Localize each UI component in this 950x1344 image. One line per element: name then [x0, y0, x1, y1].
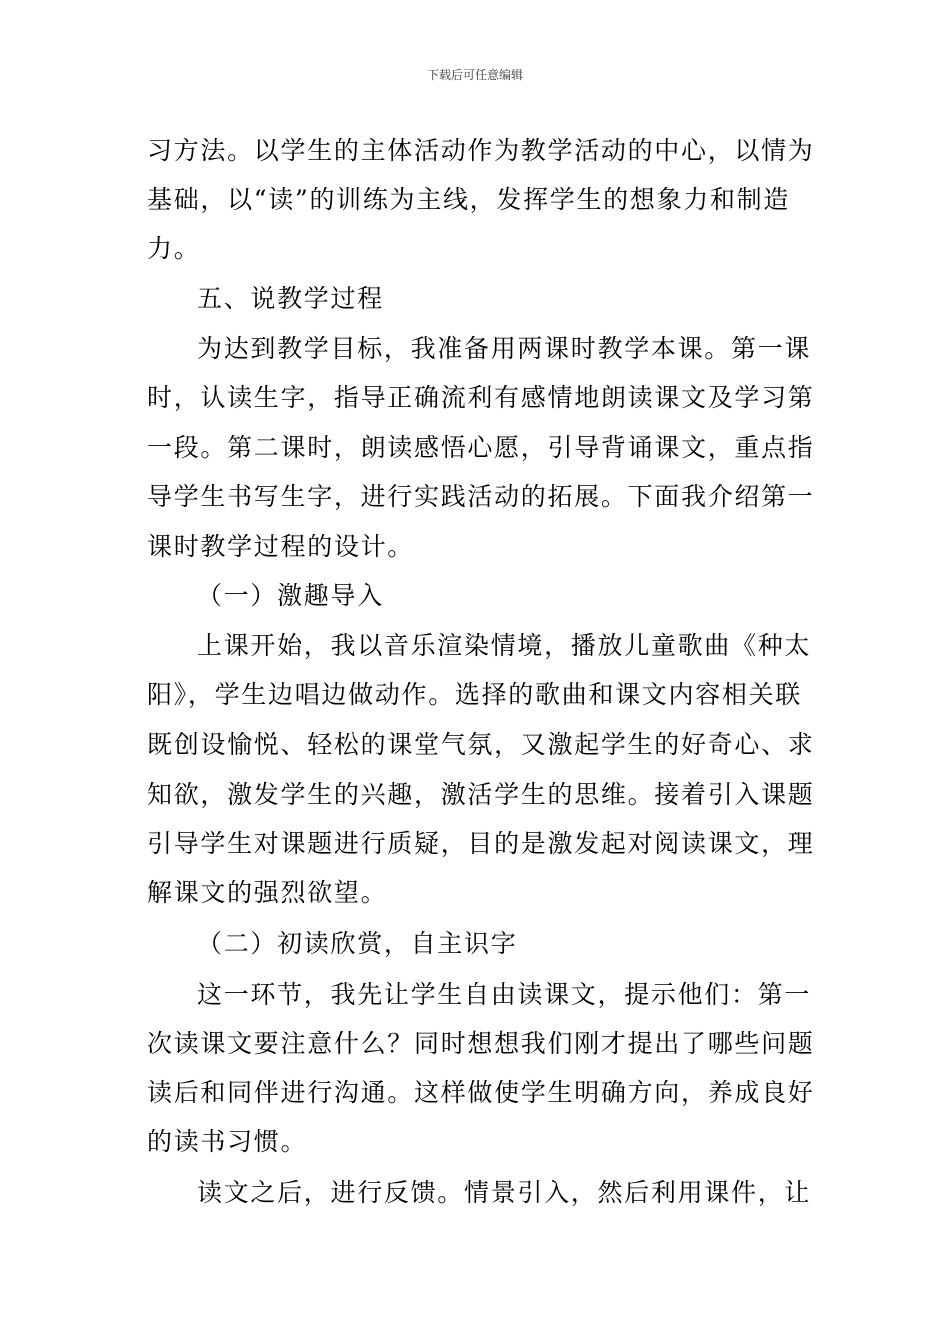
- paragraph-line: 一段。第二课时，朗读感悟心愿，引导背诵课文，重点指: [147, 433, 815, 462]
- section-heading: 五、说教学过程: [197, 284, 384, 313]
- paragraph-line: 力。: [147, 234, 201, 263]
- paragraph-line: 知欲，激发学生的兴趣，激活学生的思维。接着引入课题: [147, 780, 815, 809]
- paragraph-line: 课时教学过程的设计。: [147, 532, 415, 561]
- paragraph-line: 引导学生对课题进行质疑，目的是激发起对阅读课文，理: [147, 829, 815, 858]
- paragraph-line: 这一环节，我先让学生自由读课文，提示他们：第一: [197, 980, 812, 1009]
- paragraph-line: 的读书习惯。: [147, 1127, 308, 1156]
- paragraph-line: 读文之后，进行反馈。情景引入，然后利用课件，让: [197, 1178, 812, 1207]
- paragraph-line: 基础，以“读”的训练为主线，发挥学生的想象力和制造: [147, 185, 791, 214]
- paragraph-line: 既创设愉悦、轻松的课堂气氛，又激起学生的好奇心、求: [147, 730, 815, 759]
- paragraph-line: 阳》，学生边唱边做动作。选择的歌曲和课文内容相关联: [147, 680, 803, 709]
- paragraph-line: 读后和同伴进行沟通。这样做使学生明确方向，养成良好: [147, 1078, 815, 1107]
- paragraph-line: 为达到教学目标，我准备用两课时教学本课。第一课: [197, 334, 812, 363]
- paragraph-line: 时，认读生字，指导正确流利有感情地朗读课文及学习第: [147, 383, 815, 412]
- page-header: 下载后可任意编辑: [426, 68, 523, 82]
- subsection-heading: （二）初读欣赏，自主识字: [197, 929, 518, 958]
- paragraph-line: 次读课文要注意什么？同时想想我们刚才提出了哪些问题: [147, 1029, 815, 1058]
- paragraph-line: 上课开始，我以音乐渲染情境，播放儿童歌曲《种太: [197, 631, 812, 660]
- paragraph-line: 习方法。以学生的主体活动作为教学活动的中心，以情为: [147, 136, 815, 165]
- paragraph-line: 解课文的强烈欲望。: [147, 878, 388, 907]
- subsection-heading: （一）激趣导入: [197, 581, 384, 610]
- paragraph-line: 导学生书写生字，进行实践活动的拓展。下面我介绍第一: [147, 482, 815, 511]
